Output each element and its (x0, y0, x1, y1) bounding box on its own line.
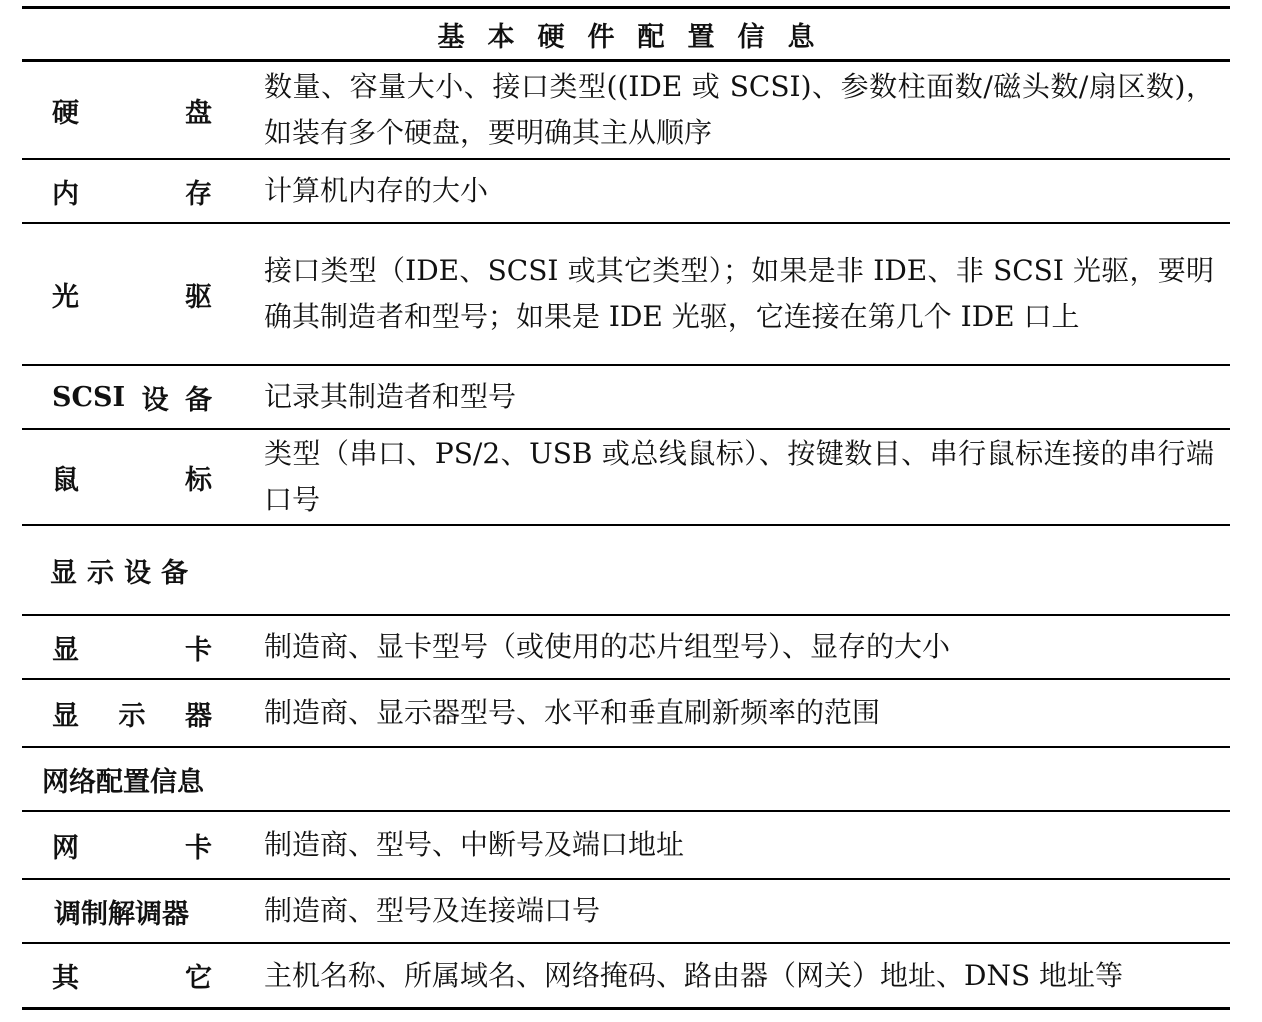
row-label: 内 存 (52, 178, 212, 210)
row-other (22, 944, 1230, 1010)
row-label: 其 它 (52, 963, 212, 994)
row-label: 显 示 器 (52, 700, 212, 732)
row-description: 数量、容量大小、接口类型((IDE 或 SCSI)、参数柱面数/磁头数/扇区数)，如装有多个硬盘，要明确其主从顺序 (264, 70, 1214, 149)
row-hard-disk (22, 62, 1230, 160)
row-description: 类型（串口、PS/2、USB 或总线鼠标）、按键数目、串行鼠标连接的串行端口号 (264, 437, 1214, 516)
row-mouse (22, 430, 1230, 526)
section-label: 显示设备 (50, 557, 198, 589)
row-section-display (22, 526, 1230, 616)
row-description: 制造商、型号及连接端口号 (264, 894, 601, 927)
row-memory (22, 160, 1230, 224)
row-network-card (22, 812, 1230, 880)
row-modem (22, 880, 1230, 944)
row-label: 显 卡 (52, 634, 212, 666)
row-description: 制造商、显卡型号（或使用的芯片组型号）、显存的大小 (264, 630, 951, 663)
row-section-network (22, 748, 1230, 812)
row-description: 制造商、显示器型号、水平和垂直刷新频率的范围 (264, 696, 881, 729)
row-scsi-device (22, 366, 1230, 430)
table-title: 基本硬件配置信息 (437, 21, 838, 53)
row-monitor (22, 680, 1230, 748)
row-label: SCSI 设 备 (52, 381, 212, 416)
table-title-row (22, 6, 1230, 62)
row-label: 光 驱 (52, 281, 212, 313)
row-description: 制造商、型号、中断号及端口地址 (264, 828, 685, 861)
row-optical-drive (22, 224, 1230, 366)
row-description (214, 526, 1230, 614)
row-label: 硬 盘 (52, 97, 212, 129)
section-label: 网络配置信息 (42, 766, 204, 798)
row-description (214, 748, 1230, 810)
row-label: 网 卡 (52, 832, 212, 864)
row-description: 计算机内存的大小 (264, 174, 489, 207)
row-description: 接口类型（IDE、SCSI 或其它类型）；如果是非 IDE、非 SCSI 光驱，要明确其制造者和型号；如果是 IDE 光驱，它连接在第几个 IDE 口上 (264, 254, 1214, 333)
row-description: 主机名称、所属域名、网络掩码、路由器（网关）地址、DNS 地址等 (264, 958, 1124, 992)
hardware-config-table (22, 6, 1230, 1010)
row-label: 调制解调器 (54, 898, 189, 930)
row-description: 记录其制造者和型号 (264, 380, 517, 413)
row-label: 鼠 标 (52, 464, 212, 496)
row-video-card (22, 616, 1230, 680)
